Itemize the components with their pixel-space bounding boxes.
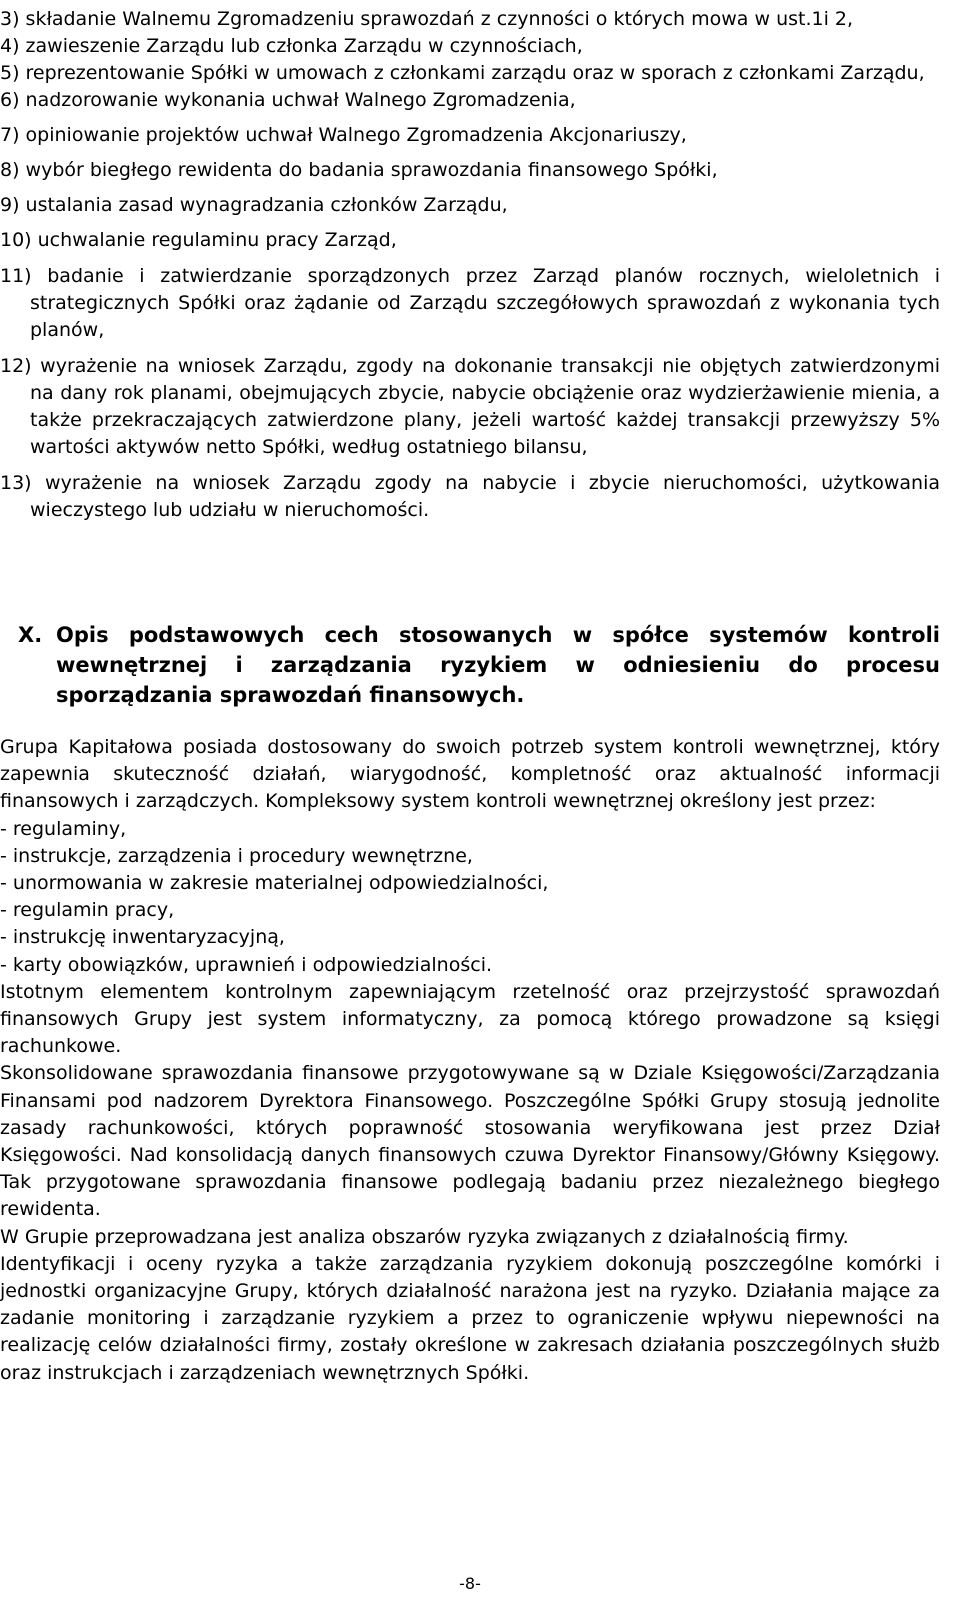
paragraph: Istotnym elementem kontrolnym zapewniającym rzetelność oraz przejrzystość sprawozdań finansowych Grupy jest system informatyczny, za pomocą którego prowadzone są księgi rachunkowe. (0, 980, 940, 1058)
section-body (0, 734, 940, 1387)
list-item: 6) nadzorowanie wykonania uchwał Walnego Zgromadzenia, (0, 89, 576, 111)
intro-paragraph: Grupa Kapitałowa posiada dostosowany do swoich potrzeb system kontroli wewnętrznej, który zapewnia skuteczność działań, wiarygodność, kompletność oraz aktualność informacji finansowych i zarządczych. Kompleksowy system kontroli wewnętrznej określony jest przez: (0, 736, 940, 813)
list-item: 12) wyrażenie na wniosek Zarządu, zgody na dokonanie transakcji nie objętych zatwierdzonymi na dany rok planami, obejmujących zbycie, nabycie obciążenie oraz wydzierżawienie mienia, a także przekraczających zatwierdzone plany, jeżeli wartość każdej transakcji przewyższy 5% wartości aktywów netto Spółki, według ostatniego bilansu, (0, 355, 940, 458)
list-item: 5) reprezentowanie Spółki w umowach z członkami zarządu oraz w sporach z członkami Zarządu, (0, 62, 925, 84)
list-item: 9) ustalania zasad wynagradzania członków Zarządu, (0, 194, 508, 216)
list-item: 13) wyrażenie na wniosek Zarządu zgody na nabycie i zbycie nieruchomości, użytkowania wieczystego lub udziału w nieruchomości. (0, 472, 940, 521)
page-number: -8- (459, 1574, 481, 1593)
section-title: Opis podstawowych cech stosowanych w spółce systemów kontroli wewnętrznej i zarządzania ryzykiem w odniesieniu do procesu sporządzania sprawozdań finansowych. (56, 623, 940, 707)
list-item: 11) badanie i zatwierdzanie sporządzonych przez Zarząd planów rocznych, wieloletnich i strategicznych Spółki oraz żądanie od Zarządu szczegółowych sprawozdań z wykonania tych planów, (0, 265, 940, 341)
section-heading (0, 620, 940, 710)
list-item: 8) wybór biegłego rewidenta do badania sprawozdania finansowego Spółki, (0, 159, 718, 181)
list-item: 10) uchwalanie regulaminu pracy Zarząd, (0, 229, 397, 251)
bullet-item: - instrukcje, zarządzenia i procedury wewnętrzne, (0, 844, 473, 867)
duties-list (0, 6, 940, 524)
paragraph: Skonsolidowane sprawozdania finansowe przygotowywane są w Dziale Księgowości/Zarządzania Finansami pod nadzorem Dyrektora Finansowego. Poszczególne Spółki Grupy stosują jednolite zasady rachunkowości, których poprawność stosowania weryfikowana jest przez Dział Księgowości. Nad konsolidacją danych finansowych czuwa Dyrektor Finansowy/Główny Księgowy. Tak przygotowane sprawozdania finansowe podlegają badaniu przez niezależnego biegłego rewidenta. (0, 1062, 940, 1221)
paragraph: W Grupie przeprowadzana jest analiza obszarów ryzyka związanych z działalnością firmy. (0, 1225, 849, 1248)
list-item: 3) składanie Walnemu Zgromadzeniu sprawozdań z czynności o których mowa w ust.1i 2, (0, 8, 854, 30)
bullet-item: - regulaminy, (0, 817, 127, 840)
bullet-item: - karty obowiązków, uprawnień i odpowiedzialności. (0, 953, 493, 976)
paragraph: Identyfikacji i oceny ryzyka a także zarządzania ryzykiem dokonują poszczególne komórki i jednostki organizacyjne Grupy, których działalność narażona jest na ryzyko. Działania mające za zadanie monitoring i zarządzanie ryzykiem a przez to ograniczenie wpływu niepewności na realizację celów działalności firmy, zostały określone w zakresach działania poszczególnych służb oraz instrukcjach i zarządzeniach wewnętrznych Spółki. (0, 1252, 940, 1384)
bullet-item: - unormowania w zakresie materialnej odpowiedzialności, (0, 872, 549, 895)
bullet-item: - instrukcję inwentaryzacyjną, (0, 926, 285, 949)
list-item: 7) opiniowanie projektów uchwał Walnego Zgromadzenia Akcjonariuszy, (0, 124, 687, 146)
section-number: X. (18, 623, 43, 647)
bullet-item: - regulamin pracy, (0, 899, 175, 922)
list-item: 4) zawieszenie Zarządu lub członka Zarządu w czynnościach, (0, 35, 583, 57)
